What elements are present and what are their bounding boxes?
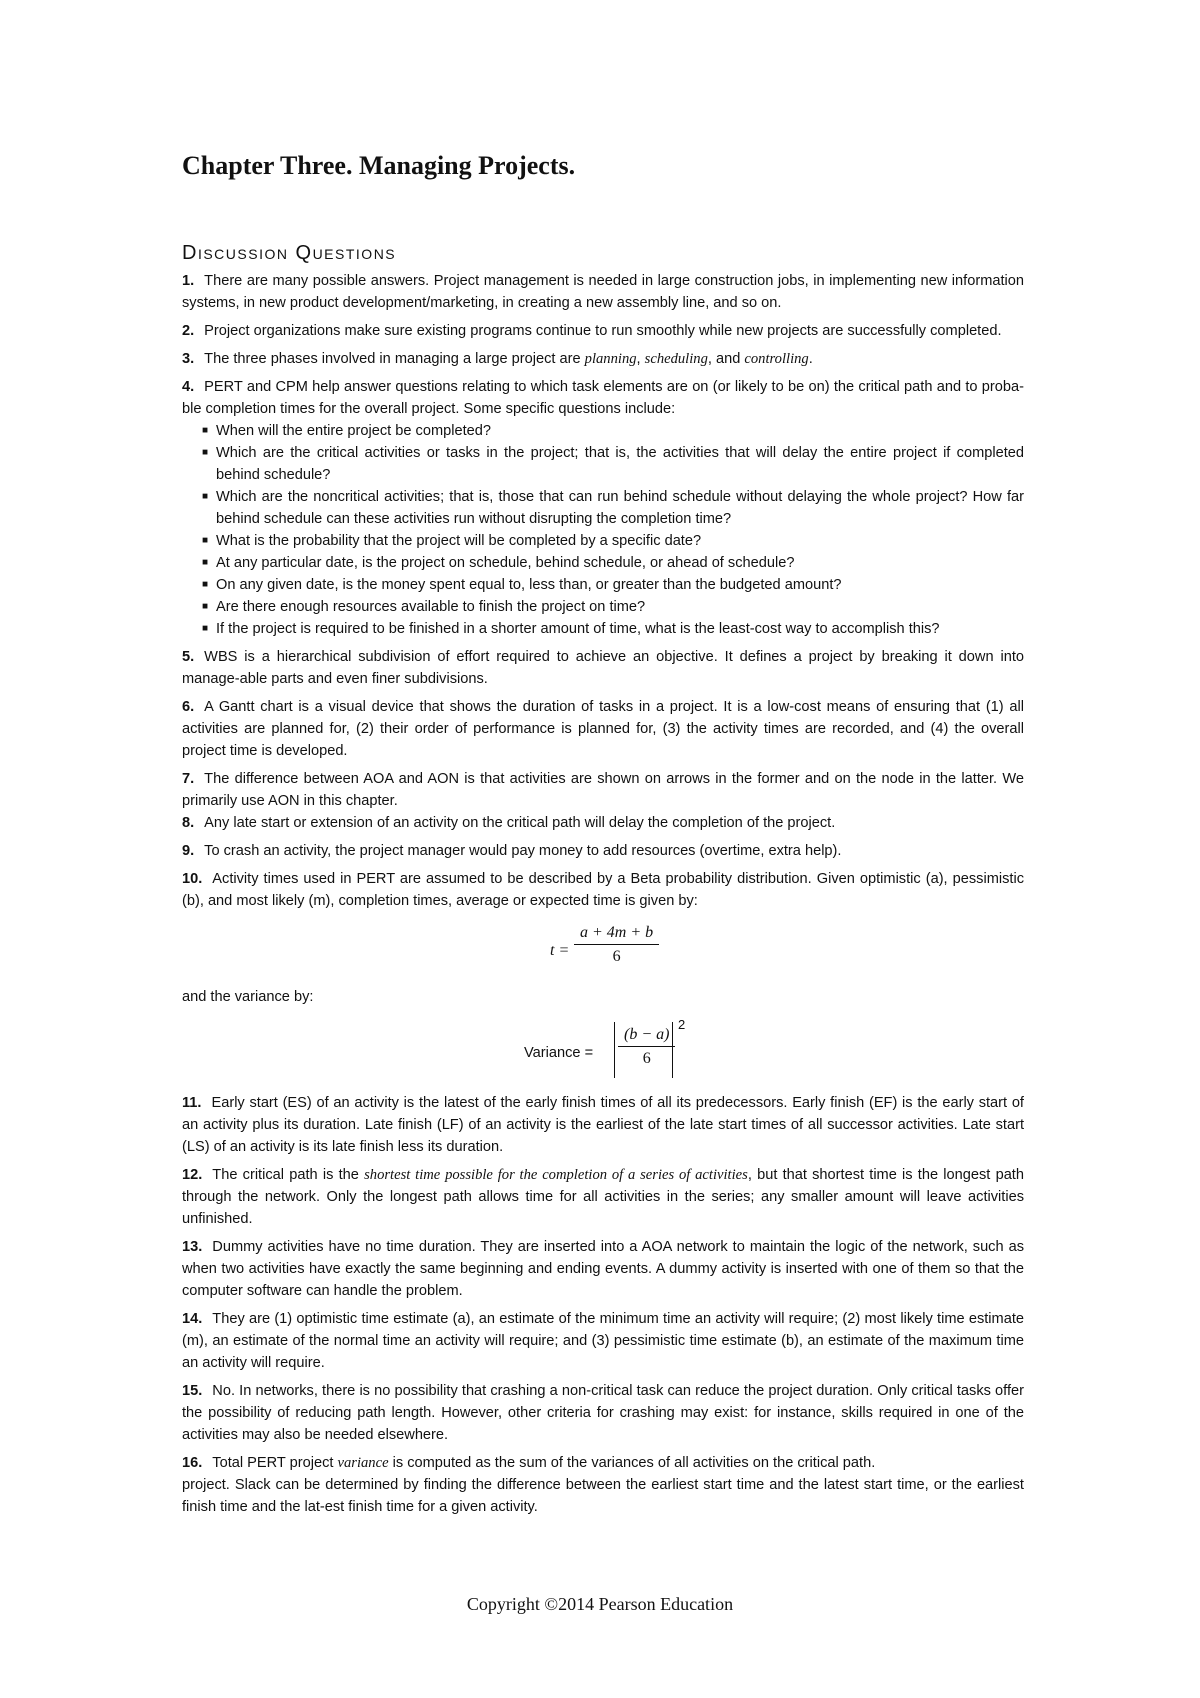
answer-text: Early start (ES) of an activity is the latest of the early finish times of all its predecessors. Early finish (EF) is the early start of an activity plus its duration. Late finish (LF) of an activity is the earliest of the late start times of all successor activities. Late start (LS) of an activity is its late finish less its duration.	[182, 1095, 1024, 1155]
answer-text: Dummy activities have no time duration. They are inserted into a AOA network to maintain the logic of the network, such as when two activities have exactly the same beginning and ending events. A dummy activity is inserted with one of them so that the computer software can handle the problem.	[182, 1239, 1024, 1299]
question-number: 15.	[182, 1383, 203, 1399]
italic-term: controlling	[744, 351, 809, 367]
variance-intro: and the variance by:	[182, 989, 314, 1005]
question-4-bullets	[182, 420, 1024, 640]
variance-formula	[182, 1018, 1024, 1088]
bullet-item: ■ At any particular date, is the project on schedule, behind schedule, or ahead of schedule?	[202, 552, 1024, 574]
question-number: 16.	[182, 1455, 203, 1471]
answer-text-continued: , but that shortest time is the longest path through the network. Only the longest path allows time for all activities in the series; any smaller amount will leave activities unfinished.	[182, 1167, 1024, 1227]
answer-text: Project organizations make sure existing programs continue to run smoothly while new projects are successfully completed.	[204, 323, 1002, 339]
bullet-item: ■ On any given date, is the money spent equal to, less than, or greater than the budgeted amount?	[202, 574, 1024, 596]
variance-exponent: 2	[678, 1017, 686, 1032]
bullet-item: ■ Which are the noncritical activities; that is, those that can run behind schedule without delaying the whole project? How far behind schedule can these activities run without disrupting the completion time?	[202, 486, 1024, 530]
separator: , and	[707, 351, 745, 367]
answer-text: To crash an activity, the project manager would pay money to add resources (overtime, extra help).	[204, 843, 842, 859]
question-4	[182, 376, 1024, 420]
bullet-item: ■ Which are the critical activities or tasks in the project; that is, the activities that will delay the entire project if completed behind schedule?	[202, 442, 1024, 486]
answer-text: PERT and CPM help answer questions relating to which task elements are on (or likely to be on) the critical path and to proba-ble completion times for the overall project. Some specific questions include:	[182, 379, 1024, 417]
left-bracket	[614, 1022, 615, 1078]
question-number: 11.	[182, 1095, 202, 1111]
question-number: 3.	[182, 351, 195, 367]
chapter-title: Chapter Three. Managing Projects.	[182, 151, 576, 180]
formula-denominator: 6	[612, 948, 621, 965]
question-14	[182, 1308, 1024, 1374]
bullet-item: ■ Are there enough resources available to finish the project on time?	[202, 596, 1024, 618]
separator: ,	[636, 351, 645, 367]
question-number: 10.	[182, 871, 203, 887]
bullet-item: ■ If the project is required to be finished in a shorter amount of time, what is the least-cost way to accomplish this?	[202, 618, 1024, 640]
question-15	[182, 1380, 1024, 1446]
question-6	[182, 696, 1024, 762]
italic-term: planning	[584, 351, 637, 367]
right-bracket	[672, 1022, 673, 1078]
question-12	[182, 1164, 1024, 1230]
separator: .	[808, 351, 813, 367]
answer-text: The difference between AOA and AON is that activities are shown on arrows in the former and on the node in the latter. We primarily use AON in this chapter.	[182, 771, 1024, 809]
question-13	[182, 1236, 1024, 1302]
answer-text: Any late start or extension of an activity on the critical path will delay the completion of the project.	[204, 815, 836, 831]
answer-text: No. In networks, there is no possibility that crashing a non-critical task can reduce the project duration. Only critical tasks offer the possibility of reducing path length. However, other criteria for crashing may exist: for instance, skills required in one of the activities may also be needed elsewhere.	[182, 1383, 1024, 1443]
answer-text: They are (1) optimistic time estimate (a), an estimate of the minimum time an activity will require; (2) most likely time estimate (m), an estimate of the normal time an activity will require; and (3) pessimistic time estimate (b), an estimate of the maximum time an activity will require.	[182, 1311, 1024, 1371]
answer-text: A Gantt chart is a visual device that shows the duration of tasks in a project. It is a low-cost means of ensuring that (1) all activities are planned for, (2) their order of performance is planned for, (3) the activity times are recorded, and (4) the overall project time is developed.	[182, 699, 1024, 759]
answer-text-continued: is computed as the sum of the variances of all activities on the critical path.	[388, 1455, 876, 1471]
question-3	[182, 348, 1024, 370]
question-number: 7.	[182, 771, 195, 787]
variance-denominator: 6	[642, 1050, 651, 1067]
answer-text: The three phases involved in managing a large project are	[204, 351, 585, 367]
expected-time-formula	[182, 922, 1024, 980]
question-number: 1.	[182, 273, 195, 289]
answer-text: WBS is a hierarchical subdivision of effort required to achieve an objective. It defines a project by breaking it down into manage-able parts and even finer subdivisions.	[182, 649, 1024, 687]
question-10	[182, 868, 1024, 912]
question-number: 4.	[182, 379, 195, 395]
copyright-footer: Copyright ©2014 Pearson Education	[466, 1594, 734, 1614]
formula-fraction	[574, 922, 659, 969]
question-9	[182, 840, 1024, 862]
question-7	[182, 768, 1024, 812]
question-number: 9.	[182, 843, 195, 859]
question-number: 14.	[182, 1311, 203, 1327]
question-number: 6.	[182, 699, 195, 715]
page-content	[182, 150, 1024, 1524]
bullet-item: ■ What is the probability that the project will be completed by a specific date?	[202, 530, 1024, 552]
question-16-extra: project. Slack can be determined by finding the difference between the earliest start time and the latest start time, or the earliest finish time and the lat-est finish time for a given activity.	[182, 1477, 1024, 1515]
variance-fraction	[618, 1024, 675, 1071]
question-number: 8.	[182, 815, 195, 831]
answer-text: Activity times used in PERT are assumed to be described by a Beta probability distribution. Given optimistic (a), pessimistic (b), and most likely (m), completion times, average or expected time is given by:	[182, 871, 1024, 909]
question-11	[182, 1092, 1024, 1158]
question-8	[182, 812, 1024, 834]
question-number: 13.	[182, 1239, 203, 1255]
section-heading: Discussion Questions	[182, 242, 397, 264]
question-number: 5.	[182, 649, 195, 665]
question-number: 2.	[182, 323, 195, 339]
bullet-item: ■ When will the entire project be completed?	[202, 420, 1024, 442]
answer-text: The critical path is the	[212, 1167, 365, 1183]
question-2	[182, 320, 1024, 342]
italic-term: variance	[337, 1455, 389, 1471]
variance-numerator: (b − a)	[624, 1026, 670, 1043]
question-number: 12.	[182, 1167, 203, 1183]
italic-phrase: shortest time possible for the completion of a series of activities	[364, 1167, 748, 1183]
italic-term: scheduling	[644, 351, 708, 367]
answer-text: Total PERT project	[212, 1455, 338, 1471]
formula-numerator: a + 4m + b	[580, 924, 654, 941]
formula-lhs: t =	[550, 942, 570, 959]
question-1	[182, 270, 1024, 314]
answer-text: There are many possible answers. Project management is needed in large construction jobs, in implementing new information systems, in new product development/marketing, in creating a new assembly line, and so on.	[182, 273, 1024, 311]
variance-label: Variance =	[524, 1045, 594, 1061]
question-5	[182, 646, 1024, 690]
question-16	[182, 1452, 1024, 1474]
